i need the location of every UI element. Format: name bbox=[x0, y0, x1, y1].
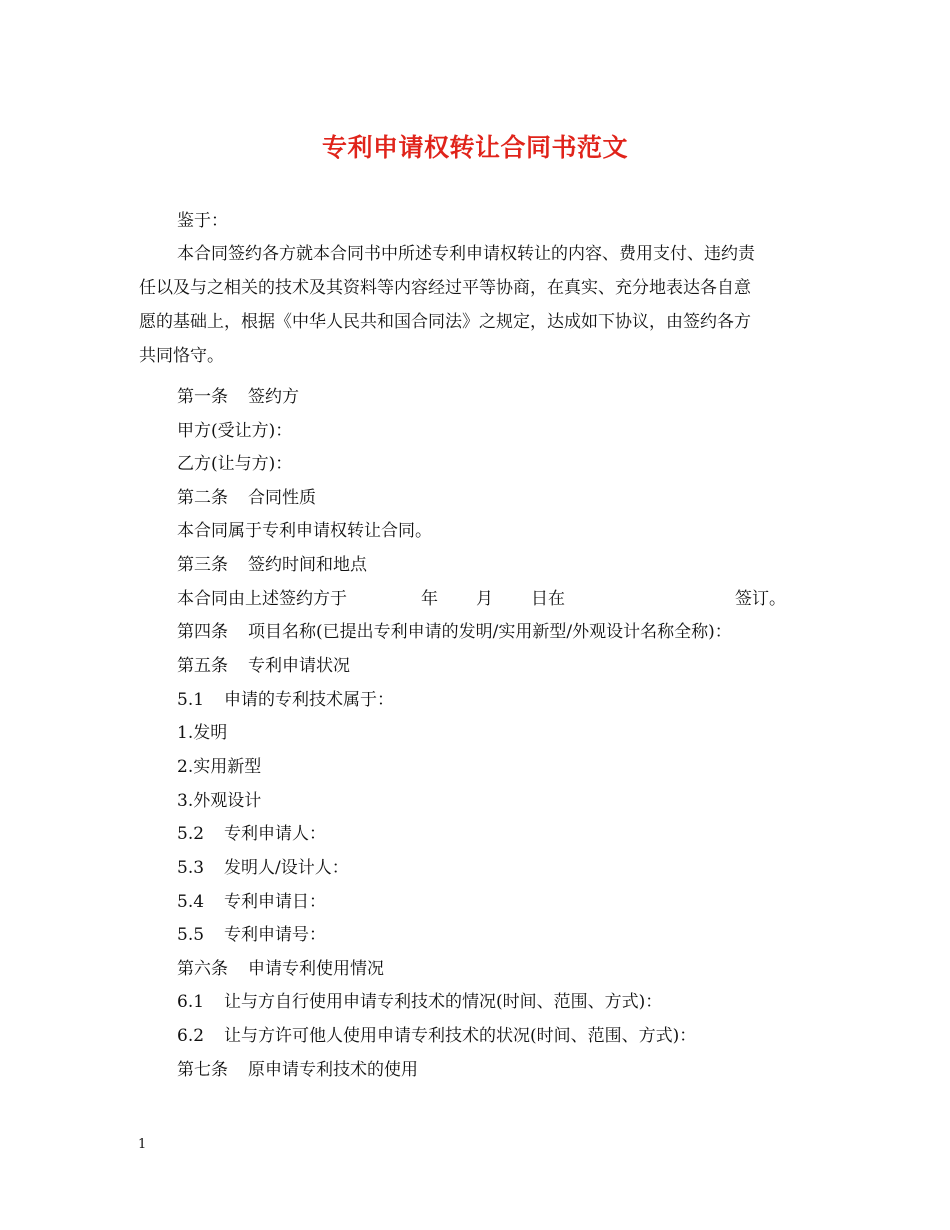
section-5-5-number: 5.5 bbox=[177, 925, 205, 945]
article-3-title: 签约时间和地点 bbox=[248, 555, 367, 575]
page-number: 1 bbox=[138, 1137, 147, 1152]
article-1-title: 签约方 bbox=[248, 387, 299, 407]
section-5-2-text: 专利申请人： bbox=[224, 824, 327, 844]
section-5-4-text: 专利申请日： bbox=[224, 892, 327, 912]
section-5-3-number: 5.3 bbox=[177, 858, 205, 878]
section-5-5-text: 专利申请号： bbox=[224, 925, 327, 945]
preamble: 鉴于： bbox=[177, 211, 228, 231]
option-design: 3.外观设计 bbox=[177, 791, 262, 811]
intro-line-4: 共同恪守。 bbox=[139, 346, 224, 366]
article-2-heading bbox=[177, 486, 316, 510]
article-3-day-at: 日在 bbox=[531, 589, 565, 609]
section-6-2-text: 让与方许可他人使用申请专利技术的状况(时间、范围、方式)： bbox=[224, 1026, 697, 1046]
section-6-1-number: 6.1 bbox=[177, 992, 205, 1012]
party-b-line: 乙方(让与方)： bbox=[177, 454, 293, 474]
option-utility-model: 2.实用新型 bbox=[177, 757, 262, 777]
section-5-2-number: 5.2 bbox=[177, 824, 205, 844]
option-invention: 1.发明 bbox=[177, 723, 228, 743]
article-6-number: 第六条 bbox=[177, 959, 228, 979]
article-6-heading bbox=[177, 957, 384, 981]
article-3-year: 年 bbox=[421, 589, 438, 609]
article-7-heading bbox=[177, 1058, 418, 1082]
article-6-title: 申请专利使用情况 bbox=[248, 959, 384, 979]
article-3-month: 月 bbox=[476, 589, 493, 609]
article-1-number: 第一条 bbox=[177, 387, 228, 407]
article-4-title: 项目名称(已提出专利申请的发明/实用新型/外观设计名称全称)： bbox=[248, 622, 732, 642]
section-5-5 bbox=[177, 923, 326, 947]
section-5-1 bbox=[177, 688, 394, 712]
article-5-number: 第五条 bbox=[177, 656, 228, 676]
article-7-title: 原申请专利技术的使用 bbox=[248, 1060, 418, 1080]
article-2-title: 合同性质 bbox=[248, 488, 316, 508]
section-6-1 bbox=[177, 990, 662, 1014]
article-3-number: 第三条 bbox=[177, 555, 228, 575]
section-6-1-text: 让与方自行使用申请专利技术的情况(时间、范围、方式)： bbox=[224, 992, 663, 1012]
section-5-1-text: 申请的专利技术属于： bbox=[224, 690, 395, 710]
article-2-number: 第二条 bbox=[177, 488, 228, 508]
article-3-body-prefix: 本合同由上述签约方于 bbox=[177, 589, 347, 609]
article-4-number: 第四条 bbox=[177, 622, 228, 642]
section-5-4-number: 5.4 bbox=[177, 892, 205, 912]
intro-line-2: 任以及与之相关的技术及其资料等内容经过平等协商，在真实、充分地表达各自意 bbox=[139, 278, 751, 298]
article-3-heading bbox=[177, 553, 367, 577]
intro-line-1: 本合同签约各方就本合同书中所述专利申请权转让的内容、费用支付、违约责 bbox=[177, 244, 755, 264]
section-5-2 bbox=[177, 822, 326, 846]
section-5-3-text: 发明人/设计人： bbox=[224, 858, 349, 878]
article-3-signed: 签订。 bbox=[735, 589, 786, 609]
intro-line-3: 愿的基础上，根据《中华人民共和国合同法》之规定，达成如下协议，由签约各方 bbox=[139, 312, 751, 332]
article-1-heading bbox=[177, 385, 299, 409]
section-6-2 bbox=[177, 1024, 696, 1048]
section-5-3 bbox=[177, 856, 349, 880]
document-title: 专利申请权转让合同书范文 bbox=[321, 133, 628, 162]
article-2-body: 本合同属于专利申请权转让合同。 bbox=[177, 521, 432, 541]
section-5-4 bbox=[177, 890, 326, 914]
article-4-heading bbox=[177, 620, 732, 644]
party-a-line: 甲方(受让方)： bbox=[177, 421, 293, 441]
section-5-1-number: 5.1 bbox=[177, 690, 205, 710]
article-5-title: 专利申请状况 bbox=[248, 656, 350, 676]
section-6-2-number: 6.2 bbox=[177, 1026, 205, 1046]
article-5-heading bbox=[177, 654, 350, 678]
article-7-number: 第七条 bbox=[177, 1060, 228, 1080]
